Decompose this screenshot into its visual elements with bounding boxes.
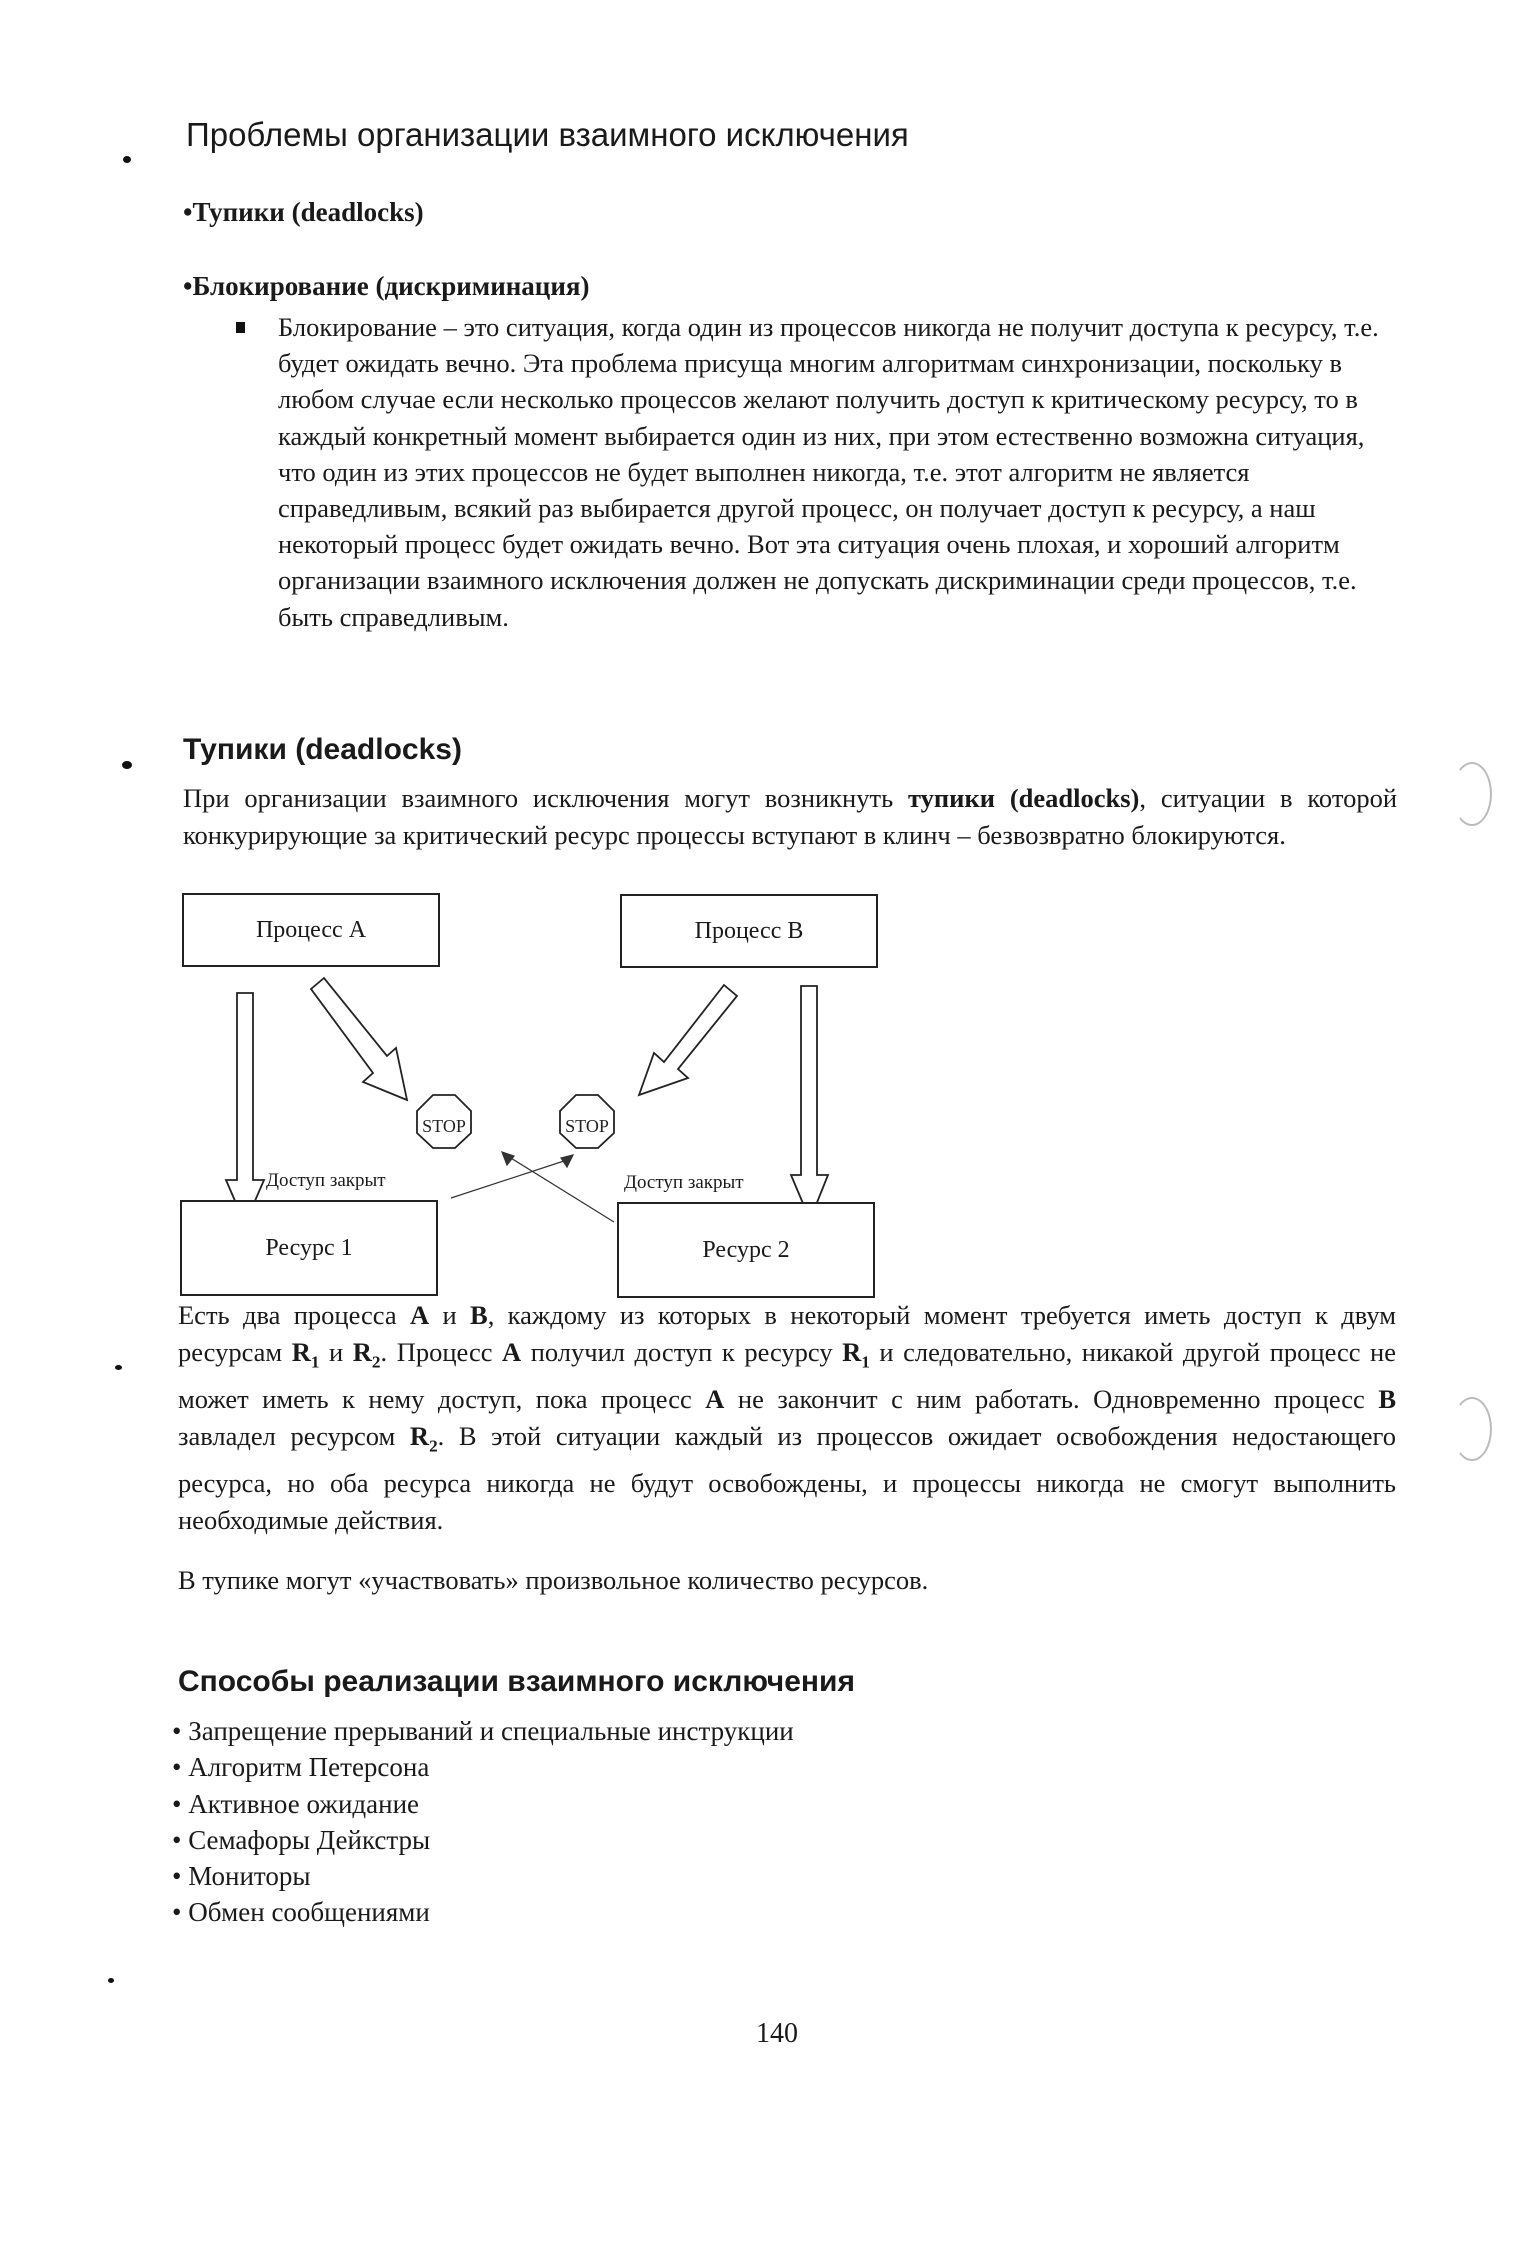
list-item: • Активное ожидание bbox=[172, 1788, 420, 1819]
down-arrow-icon bbox=[226, 993, 264, 1224]
punch-hole bbox=[1452, 1397, 1492, 1461]
page-title: Проблемы организации взаимного исключения bbox=[186, 116, 909, 153]
process-a-box bbox=[182, 893, 440, 967]
section-heading-deadlocks: Тупики (deadlocks) bbox=[183, 733, 462, 766]
resource-1-box bbox=[180, 1200, 438, 1296]
list-item: • Запрещение прерываний и специальные инструкции bbox=[172, 1716, 794, 1746]
list-item: • Алгоритм Петерсона bbox=[172, 1752, 430, 1783]
diagonal-arrow-icon bbox=[311, 978, 407, 1100]
intro-text: При организации взаимного исключения могут возникнуть bbox=[183, 783, 908, 813]
access-closed-label-right: Доступ закрыт bbox=[624, 1172, 744, 1193]
list-item: • Семафоры Дейкстры bbox=[172, 1824, 431, 1855]
resource-2-label: Ресурс 2 bbox=[702, 1236, 790, 1263]
diagonal-arrow-icon bbox=[639, 985, 737, 1095]
stop-label-left: STOP bbox=[422, 1116, 466, 1136]
arbitrary-resources-note: В тупике могут «участвовать» произвольное количество ресурсов. bbox=[178, 1565, 929, 1595]
process-b-box bbox=[620, 894, 878, 968]
stop-label-right: STOP bbox=[565, 1116, 609, 1136]
scan-mark bbox=[122, 761, 132, 769]
scan-mark bbox=[115, 1365, 122, 1370]
punch-hole bbox=[1452, 762, 1492, 826]
intro-text: , ситуации в которой конкурирующие за критический ресурс процессы вступают в клинч – безвозвратно блокируются. bbox=[183, 783, 1397, 850]
explanation-paragraph: Есть два процесса A и B, каждому из которых в некоторый момент требуется иметь доступ к двум ресурсам $R_1$ и $R_2$. Процесс A получил доступ к ресурсу $R_1$ и следовательно, никакой другой процесс не может иметь к нему доступ, пока процесс A не закончит с ним работать. Одновременно процесс B завладел ресурсом $R_2$. В этой ситуации каждый из процессов ожидает освобождения недостающего ресурса, но оба ресурса никогда не будут освобождены, и процессы никогда не смогут выполнить необходимые действия. bbox=[178, 1300, 1397, 1535]
square-bullet-icon bbox=[236, 322, 245, 333]
resource-1-label: Ресурс 1 bbox=[265, 1234, 353, 1261]
intro-bold-term: тупики (deadlocks) bbox=[908, 783, 1140, 813]
scan-mark bbox=[108, 1978, 114, 1983]
list-item: • Обмен сообщениями bbox=[172, 1897, 430, 1928]
process-a-label: Процесс А bbox=[255, 916, 367, 943]
resource-2-box bbox=[617, 1202, 875, 1298]
list-item: • Мониторы bbox=[172, 1861, 311, 1892]
down-arrow-icon bbox=[791, 986, 828, 1220]
deadlock-intro-paragraph bbox=[183, 780, 1397, 853]
methods-list bbox=[172, 1713, 794, 1931]
section-heading-methods: Способы реализации взаимного исключения bbox=[178, 1665, 855, 1698]
page-number: 140 bbox=[756, 2018, 798, 2049]
process-b-label: Процесс В bbox=[694, 917, 804, 944]
access-closed-label-left: Доступ закрыт bbox=[266, 1170, 386, 1191]
deadlock-diagram bbox=[178, 880, 882, 1310]
bullet-blocking: •Блокирование (дискриминация) bbox=[183, 271, 590, 301]
blocking-paragraph: Блокирование – это ситуация, когда один из процессов никогда не получит доступа к ресурсу, т.е. будет ожидать вечно. Эта проблема присуща многим алгоритмам синхронизации, поскольку в любом случае если несколько процессов желают получить доступ к критическому ресурсу, то в каждый конкретный момент выбирается один из них, при этом естественно возможна ситуация, что один из этих процессов не будет выполнен никогда, т.е. этот алгоритм не является справедливым, всякий раз выбирается другой процесс, он получает доступ к ресурсу, а наш некоторый процесс будет ожидать вечно. Вот эта ситуация очень плохая, и хороший алгоритм организации взаимного исключения должен не допускать дискриминации среди процессов, т.е. быть справедливым. bbox=[278, 312, 1379, 632]
bullet-deadlocks: •Тупики (deadlocks) bbox=[183, 197, 424, 227]
scan-mark bbox=[123, 156, 131, 163]
